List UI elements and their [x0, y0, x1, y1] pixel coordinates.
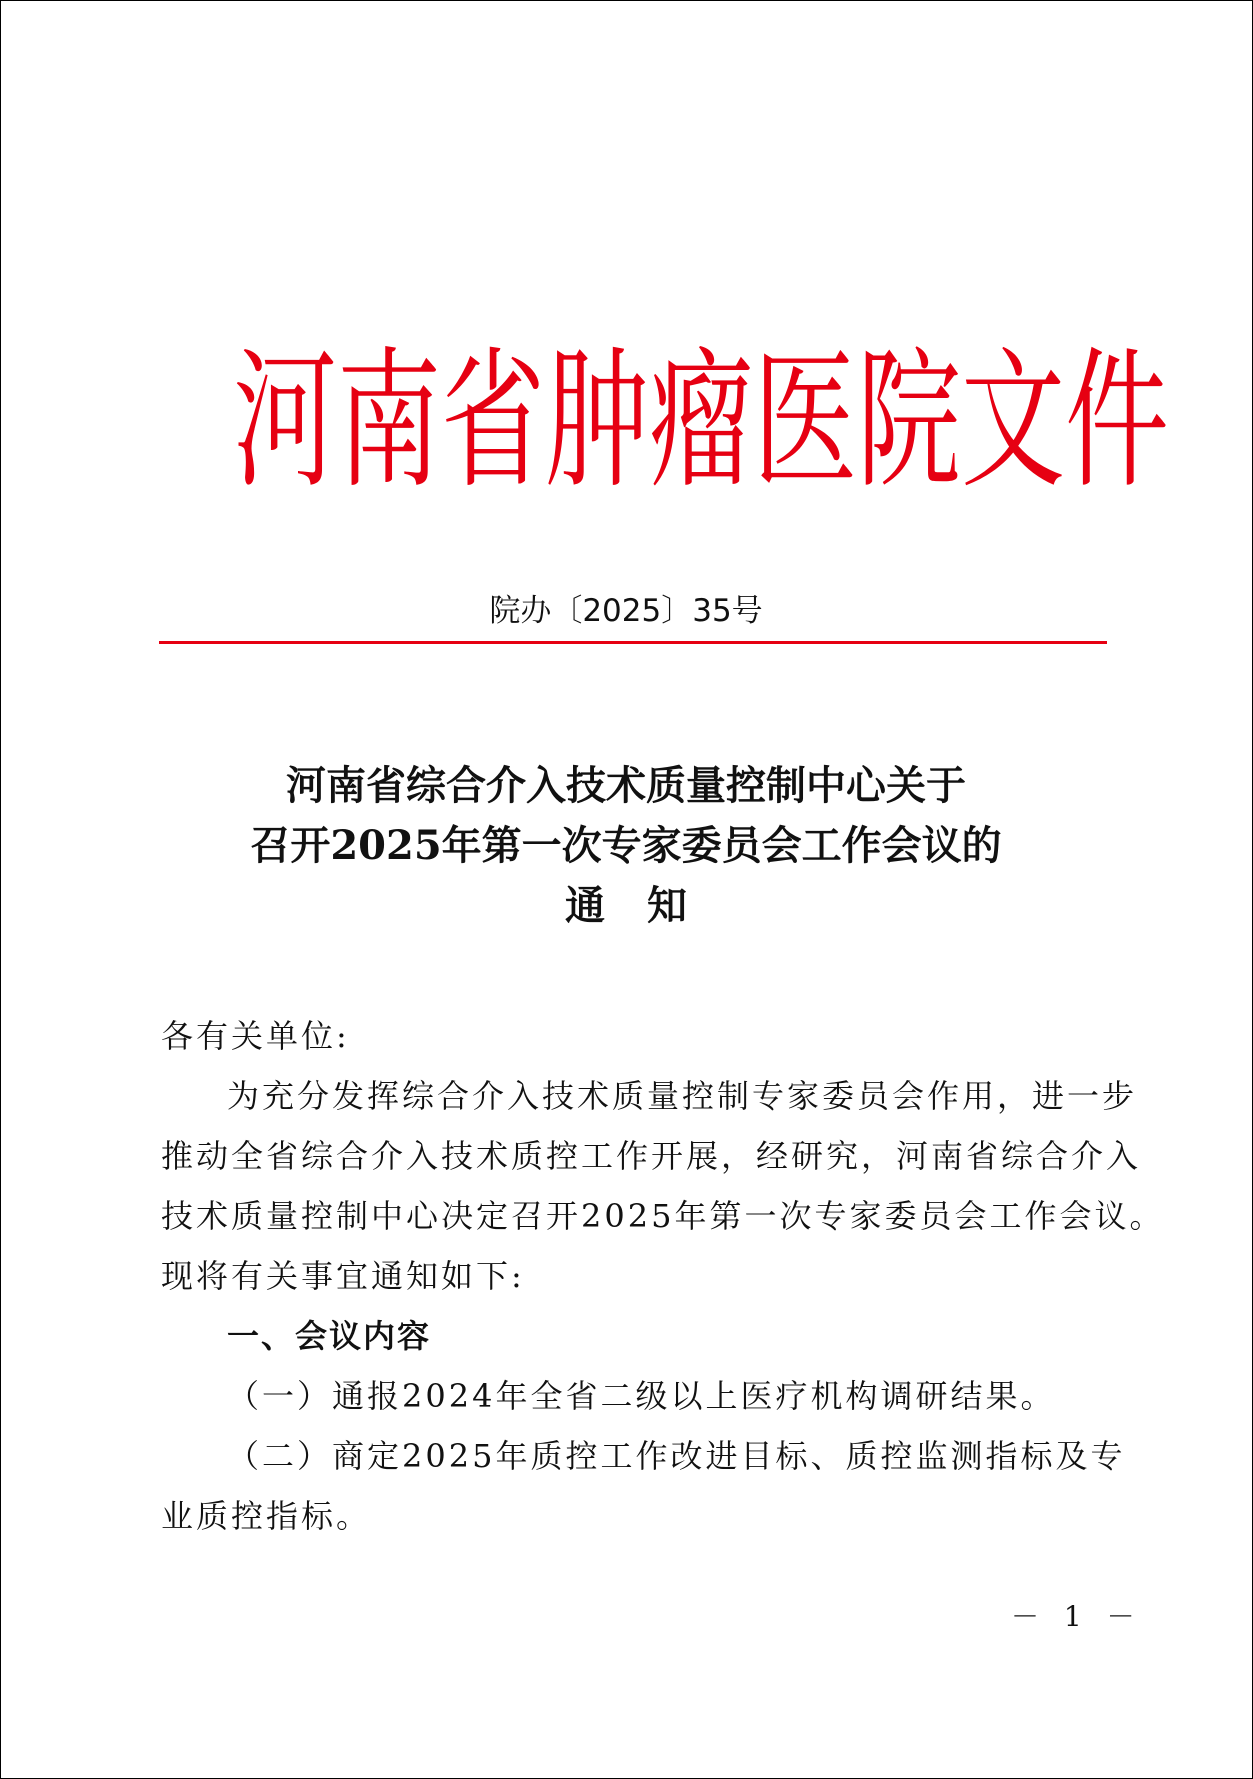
intro-line-1: 为充分发挥综合介入技术质量控制专家委员会作用，进一步 [227, 1077, 1138, 1115]
notice-title [151, 756, 1101, 936]
section-heading-meeting-content: 一、会议内容 [227, 1317, 432, 1355]
list-item-2-line-1: （二）商定2025年质控工作改进目标、质控监测指标及专 [227, 1437, 1126, 1475]
intro-line-4: 现将有关事宜通知如下: [161, 1257, 525, 1295]
salutation: 各有关单位: [161, 1017, 350, 1055]
org-header-title: 河南省肿瘤医院文件 [233, 332, 1170, 510]
page-number: － 1 － [1011, 1600, 1143, 1633]
list-item-1: （一）通报2024年全省二级以上医疗机构调研结果。 [227, 1377, 1056, 1415]
notice-body [161, 1006, 1165, 1546]
document-number: 院办〔2025〕35号 [489, 593, 763, 629]
notice-title-line-2: 召开2025年第一次专家委员会工作会议的 [250, 822, 1002, 869]
intro-line-2: 推动全省综合介入技术质控工作开展，经研究，河南省综合介入 [161, 1137, 1142, 1175]
notice-title-line-1: 河南省综合介入技术质量控制中心关于 [286, 762, 966, 809]
red-divider-line [159, 641, 1107, 644]
intro-line-3: 技术质量控制中心决定召开2025年第一次专家委员会工作会议。 [161, 1197, 1165, 1235]
list-item-2-line-2: 业质控指标。 [161, 1497, 372, 1535]
notice-title-line-3: 通知 [565, 882, 729, 929]
